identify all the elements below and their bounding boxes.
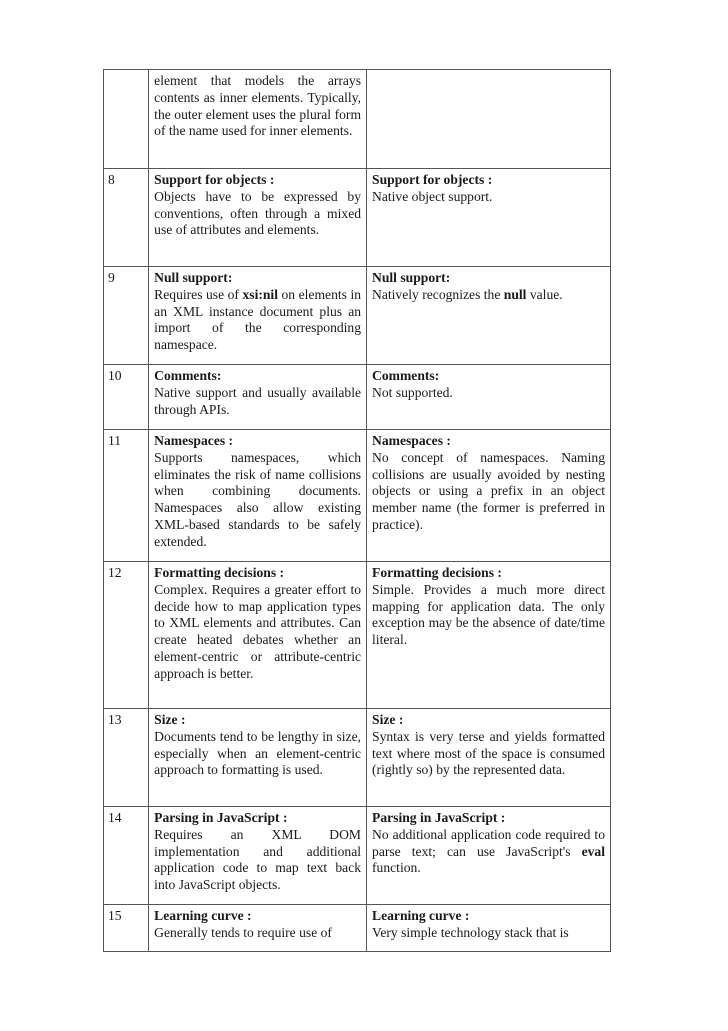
table-row	[104, 709, 611, 807]
json-cell-heading: Formatting decisions :	[372, 565, 502, 580]
xml-cell	[149, 267, 367, 365]
json-cell	[367, 267, 611, 365]
json-cell-heading: Null support:	[372, 270, 451, 285]
json-cell	[367, 365, 611, 430]
xml-cell-heading: Comments:	[154, 368, 222, 383]
json-cell-body: Not supported.	[372, 384, 453, 400]
row-number: 12	[104, 562, 149, 709]
table-row	[104, 70, 611, 169]
json-cell-heading: Comments:	[372, 368, 440, 383]
row-number	[104, 70, 149, 169]
json-cell	[367, 905, 611, 952]
json-cell-body: Native object support.	[372, 188, 493, 204]
json-cell	[367, 169, 611, 267]
xml-cell-body: Complex. Requires a greater effort to decide how to map application types to XML elements and attributes. Can create heated debates whether an element-centric or attribute-centric approach is better.	[154, 581, 362, 681]
json-cell-heading: Size :	[372, 712, 404, 727]
xml-cell-body: Generally tends to require use of	[154, 924, 332, 940]
xml-cell	[149, 807, 367, 905]
json-cell	[367, 807, 611, 905]
xml-cell-body: Supports namespaces, which eliminates the risk of name collisions when combining documents. Namespaces also allow existing XML-based standards to be safely extended.	[154, 449, 362, 549]
json-cell	[367, 562, 611, 709]
json-cell	[367, 430, 611, 562]
xsi-nil-term: xsi:nil	[242, 286, 278, 302]
json-cell	[367, 70, 611, 169]
eval-term: eval	[581, 843, 605, 859]
xml-cell-heading: Namespaces :	[154, 433, 234, 448]
json-cell-body: Syntax is very terse and yields formatted text where most of the space is consumed (rightly so) by the represented data.	[372, 728, 605, 778]
xml-cell-heading: Size :	[154, 712, 186, 727]
row-number: 11	[104, 430, 149, 562]
json-cell-body: No concept of namespaces. Naming collisions are usually avoided by nesting objects or using a prefix in an object member name (the former is preferred in practice).	[372, 449, 605, 532]
json-cell-body: Simple. Provides a much more direct mapping for application data. The only exception may be the absence of date/time literal.	[372, 581, 605, 648]
xml-cell	[149, 562, 367, 709]
xml-cell-body: Objects have to be expressed by conventions, often through a mixed use of attributes and elements.	[154, 188, 362, 238]
row-number: 13	[104, 709, 149, 807]
null-term: null	[503, 286, 527, 302]
xml-cell	[149, 905, 367, 952]
row-number: 9	[104, 267, 149, 365]
json-cell-heading: Support for objects :	[372, 172, 493, 187]
xml-cell-body: Requires an XML DOM implementation and additional application code to map text back into JavaScript objects.	[154, 826, 362, 893]
table-row	[104, 807, 611, 905]
row-number: 15	[104, 905, 149, 952]
xml-cell-body: Documents tend to be lengthy in size, especially when an element-centric approach to formatting is used.	[154, 728, 362, 778]
json-cell	[367, 709, 611, 807]
table-row	[104, 430, 611, 562]
xml-cell-heading: Null support:	[154, 270, 233, 285]
table-row	[104, 562, 611, 709]
table-row	[104, 365, 611, 430]
json-cell-heading: Parsing in JavaScript :	[372, 810, 506, 825]
xml-cell-body: element that models the arrays contents as inner elements. Typically, the outer element uses the plural form of the name used for inner elements.	[154, 73, 362, 139]
json-cell-body: No additional application code required to parse text; can use JavaScript's eval function.	[372, 826, 605, 876]
table-row	[104, 267, 611, 365]
row-number: 14	[104, 807, 149, 905]
xml-cell-body: Requires use of xsi:nil on elements in an XML instance document plus an import of the corresponding namespace.	[154, 286, 362, 353]
xml-cell-body: Native support and usually available through APIs.	[154, 384, 362, 417]
xml-cell	[149, 365, 367, 430]
xml-cell	[149, 430, 367, 562]
json-cell-body: Natively recognizes the null value.	[372, 286, 563, 302]
xml-cell	[149, 709, 367, 807]
table-row	[104, 905, 611, 952]
xml-cell-heading: Learning curve :	[154, 908, 252, 923]
json-cell-heading: Namespaces :	[372, 433, 451, 448]
json-cell-heading: Learning curve :	[372, 908, 470, 923]
json-cell-body: Very simple technology stack that is	[372, 924, 569, 940]
xml-cell-heading: Support for objects :	[154, 172, 275, 187]
table-row	[104, 169, 611, 267]
xml-cell	[149, 70, 367, 169]
xml-cell	[149, 169, 367, 267]
xml-cell-heading: Parsing in JavaScript :	[154, 810, 288, 825]
row-number: 8	[104, 169, 149, 267]
xml-cell-heading: Formatting decisions :	[154, 565, 285, 580]
comparison-table	[103, 69, 611, 952]
row-number: 10	[104, 365, 149, 430]
